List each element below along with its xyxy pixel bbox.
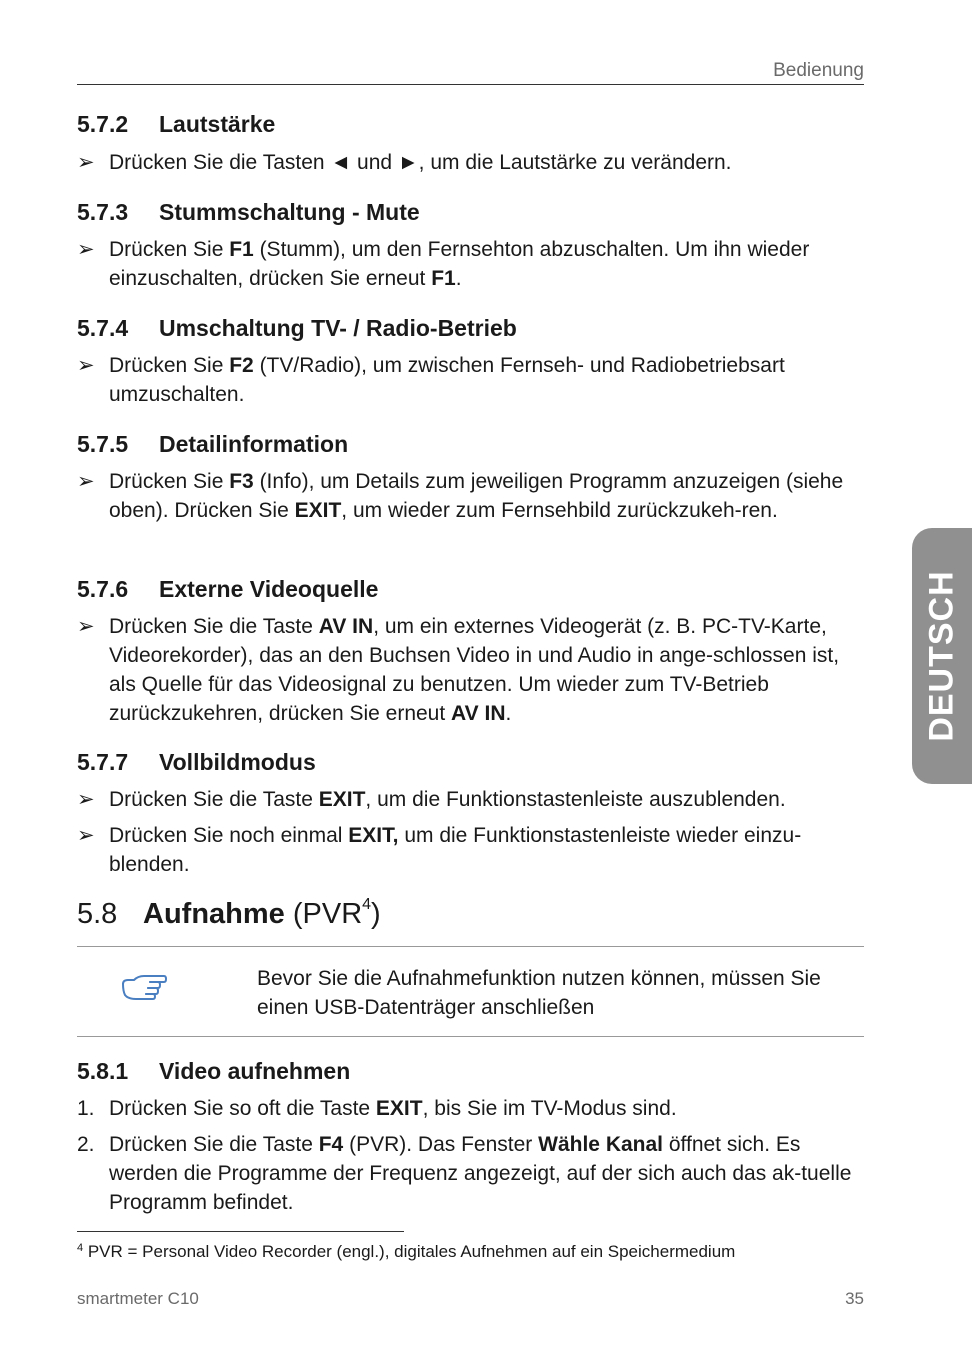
item-text: Drücken Sie so oft die Taste	[109, 1097, 376, 1120]
section-title: Externe Videoquelle	[159, 576, 379, 602]
key-label: F1	[431, 267, 456, 290]
list-item	[77, 785, 867, 814]
key-label: F4	[318, 1133, 344, 1156]
section-title-suffix: )	[371, 898, 381, 930]
section-number: 5.7.3	[77, 199, 129, 225]
key-label: EXIT,	[348, 824, 399, 847]
item-number: 1.	[77, 1097, 95, 1120]
section-heading-detailinformation	[77, 431, 348, 458]
item-text: öffnet sich. Es werden die Programme der Frequenz angezeigt, auf der sich auch das ak-tuelle Programm befindet.	[109, 1133, 852, 1214]
key-label: AV IN	[318, 615, 374, 638]
section-title: Vollbildmodus	[159, 749, 316, 775]
note-bottom-divider	[77, 1036, 864, 1037]
section-heading-vollbildmodus	[77, 749, 316, 776]
section-heading-lautstaerke	[77, 111, 275, 138]
numbered-item	[77, 1130, 867, 1217]
key-label: Wähle Kanal	[538, 1133, 664, 1156]
item-text: .	[505, 702, 512, 725]
key-label: EXIT	[375, 1097, 423, 1120]
section-title: Detailinformation	[159, 431, 349, 457]
header-divider	[77, 84, 864, 85]
item-text: , um ein externes Videogerät (z. B. PC-TV-Karte, Videorekorder), das an den Buchsen Video in und Audio in ange-schlossen ist, als Quelle für das Videosignal zu benutzen. Um wieder zum TV-Betrieb zurückzukehren, drücken Sie erneut	[109, 615, 840, 725]
section-number: 5.7.4	[77, 315, 129, 341]
pointing-hand-icon	[120, 972, 168, 1002]
item-text: .	[455, 267, 462, 290]
bullet-arrow-icon: ➢	[77, 788, 95, 811]
section-number: 5.7.2	[77, 111, 129, 137]
language-side-tab	[912, 528, 972, 784]
bullet-arrow-icon: ➢	[77, 354, 95, 377]
section-number: 5.7.7	[77, 749, 129, 775]
section-heading-umschaltung	[77, 315, 517, 342]
key-label: F3	[229, 470, 254, 493]
item-text: Drücken Sie die Taste	[109, 788, 319, 811]
item-text: (PVR). Das Fenster	[343, 1133, 539, 1156]
key-label: F2	[229, 354, 254, 377]
section-title: Video aufnehmen	[159, 1058, 351, 1084]
item-text: , bis Sie im TV-Modus sind.	[422, 1097, 677, 1120]
item-text: Drücken Sie die Taste	[109, 615, 319, 638]
footnote-reference: 4	[362, 896, 372, 913]
section-title: Umschaltung TV- / Radio-Betrieb	[159, 315, 517, 341]
bullet-arrow-icon: ➢	[77, 824, 95, 847]
item-text: , um die Funktionstastenleiste auszublenden.	[365, 788, 786, 811]
section-title: Stummschaltung - Mute	[159, 199, 420, 225]
section-heading-video-aufnehmen	[77, 1058, 350, 1085]
item-text: um die Funktionstastenleiste wieder einzu-blenden.	[109, 824, 802, 876]
list-item	[77, 351, 867, 409]
page-number: 35	[845, 1289, 864, 1308]
footer-product-name: smartmeter C10	[77, 1289, 199, 1308]
section-number: 5.7.6	[77, 576, 129, 602]
item-text: Drücken Sie	[109, 238, 230, 261]
section-title: Aufnahme	[143, 898, 285, 930]
key-label: EXIT	[318, 788, 366, 811]
item-text: , um wieder zum Fernsehbild zurückzukeh-ren.	[341, 499, 778, 522]
item-text: Drücken Sie die Tasten ◄ und ►, um die Lautstärke zu verändern.	[109, 151, 732, 174]
item-text: Drücken Sie	[109, 470, 230, 493]
bullet-arrow-icon: ➢	[77, 470, 95, 493]
section-number: 5.7.5	[77, 431, 129, 457]
footnote	[77, 1242, 735, 1262]
note-text: Bevor Sie die Aufnahmefunktion nutzen können, müssen Sie einen USB-Datenträger anschließen	[257, 967, 821, 1019]
footnote-divider	[77, 1231, 404, 1232]
item-text: (Stumm), um den Fernsehton abzuschalten. Um ihn wieder einzuschalten, drücken Sie erneut	[109, 238, 810, 290]
list-item	[77, 821, 867, 879]
key-label: EXIT	[294, 499, 342, 522]
list-item	[77, 148, 867, 177]
running-header: Bedienung	[773, 60, 864, 81]
list-item	[77, 235, 867, 293]
footnote-mark: 4	[77, 1242, 84, 1254]
list-item	[77, 467, 867, 525]
section-number: 5.8.1	[77, 1058, 129, 1084]
section-heading-stummschaltung	[77, 199, 420, 226]
item-text: (Info), um Details zum jeweiligen Programm anzuzeigen (siehe oben). Drücken Sie	[109, 470, 844, 522]
bullet-arrow-icon: ➢	[77, 615, 95, 638]
section-number: 5.8	[77, 898, 118, 930]
section-title: Lautstärke	[159, 111, 276, 137]
section-heading-externe-videoquelle	[77, 576, 378, 603]
language-tab-label: DEUTSCH	[922, 570, 961, 742]
item-number: 2.	[77, 1133, 95, 1156]
item-text: Drücken Sie	[109, 354, 230, 377]
item-text: (TV/Radio), um zwischen Fernseh- und Radiobetriebsart umzuschalten.	[109, 354, 785, 406]
section-heading-aufnahme	[77, 898, 381, 931]
section-title-suffix: (PVR	[284, 898, 363, 930]
item-text: Drücken Sie die Taste	[109, 1133, 319, 1156]
key-label: AV IN	[451, 702, 506, 725]
list-item	[77, 612, 867, 728]
footnote-text: PVR = Personal Video Recorder (engl.), digitales Aufnehmen auf ein Speichermedium	[83, 1242, 736, 1261]
numbered-item	[77, 1094, 867, 1123]
item-text: Drücken Sie noch einmal	[109, 824, 349, 847]
key-label: F1	[229, 238, 254, 261]
bullet-arrow-icon: ➢	[77, 238, 95, 261]
bullet-arrow-icon: ➢	[77, 151, 95, 174]
note-top-divider	[77, 946, 864, 947]
